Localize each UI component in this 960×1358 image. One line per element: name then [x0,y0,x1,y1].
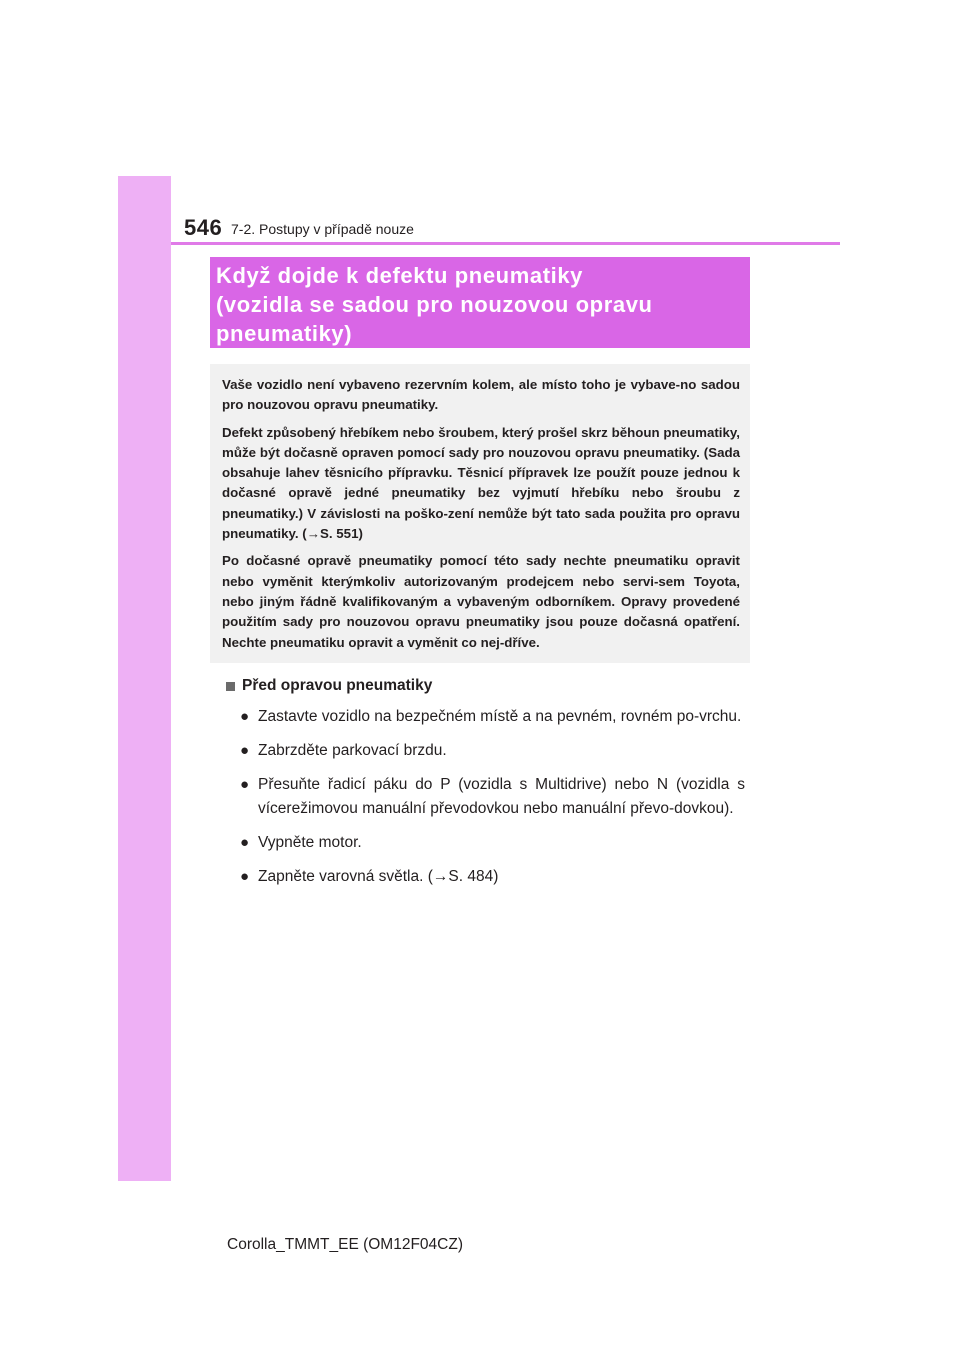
bullet-dot-icon: ● [240,868,250,885]
bullet-dot-icon: ● [240,834,250,851]
intro-paragraph: Vaše vozidlo není vybaveno rezervním kolem, ale místo toho je vybave-no sadou pro nouzovou opravu pneumatiky. [222,377,740,413]
section-heading [226,677,432,695]
footer-model-code: Corolla_TMMT_EE (OM12F04CZ) [227,1236,463,1253]
list-item-text: Zapněte varovná světla. (→S. 484) [258,868,499,885]
header-rule [171,242,840,245]
intro-box [210,364,750,663]
bullet-dot-icon: ● [240,776,250,793]
section-label: 7-2. Postupy v případě nouze [231,221,414,237]
page-title-line: (vozidla se sadou pro nouzovou opravu [216,292,653,317]
list-item [240,865,745,889]
bullet-dot-icon: ● [240,742,250,759]
list-item-text: Vypněte motor. [258,834,362,851]
page-title-box [210,257,750,348]
page-number: 546 [184,215,223,240]
list-item-text: Zabrzděte parkovací brzdu. [258,742,447,759]
page-title-line: pneumatiky) [216,321,353,346]
square-bullet-icon [226,682,235,691]
intro-paragraph: Po dočasné opravě pneumatiky pomocí této sady nechte pneumatiku opravit nebo vyměnit kterýmkoliv autorizovaným prodejcem nebo servi-sem Toyota, nebo jiným řádně kvalifikovaným a vybaveným odborníkem. Opravy provedené použitím sady pro nouzovou opravu pneumatiky jsou pouze dočasná opatření. Nechte pneumatiku opravit a vyměnit co nej-dříve. [222,553,740,650]
side-color-band [118,176,171,1181]
list-item [240,831,745,855]
intro-paragraph: Defekt způsobený hřebíkem nebo šroubem, který prošel skrz běhoun pneumatiky, může být dočasně opraven pomocí sady pro nouzovou opravu pneumatiky. (Sada obsahuje lahev těsnicího přípravku. Těsnicí přípravek lze použít pouze jednou k dočasné opravě jedné pneumatiky bez vyjmutí hřebíku nebo šroubu z pneumatiky.) V závislosti na poško-zení nemůže být tato sada použita pro opravu pneumatiky. (→S. 551) [222,424,740,542]
page-title-line: Když dojde k defektu pneumatiky [216,263,584,288]
list-item-text: Přesuňte řadicí páku do P (vozidla s Multidrive) nebo N (vozidla s vícerežimovou manuální převodovkou nebo manuální převo-dovkou). [258,776,745,817]
list-item-text: Zastavte vozidlo na bezpečném místě a na pevném, rovném po-vrchu. [258,708,742,725]
section-heading-text: Před opravou pneumatiky [242,677,433,694]
list-item [240,739,745,763]
list-item [240,773,745,821]
bullet-dot-icon: ● [240,708,250,725]
bullet-list [240,705,745,899]
list-item [240,705,745,729]
